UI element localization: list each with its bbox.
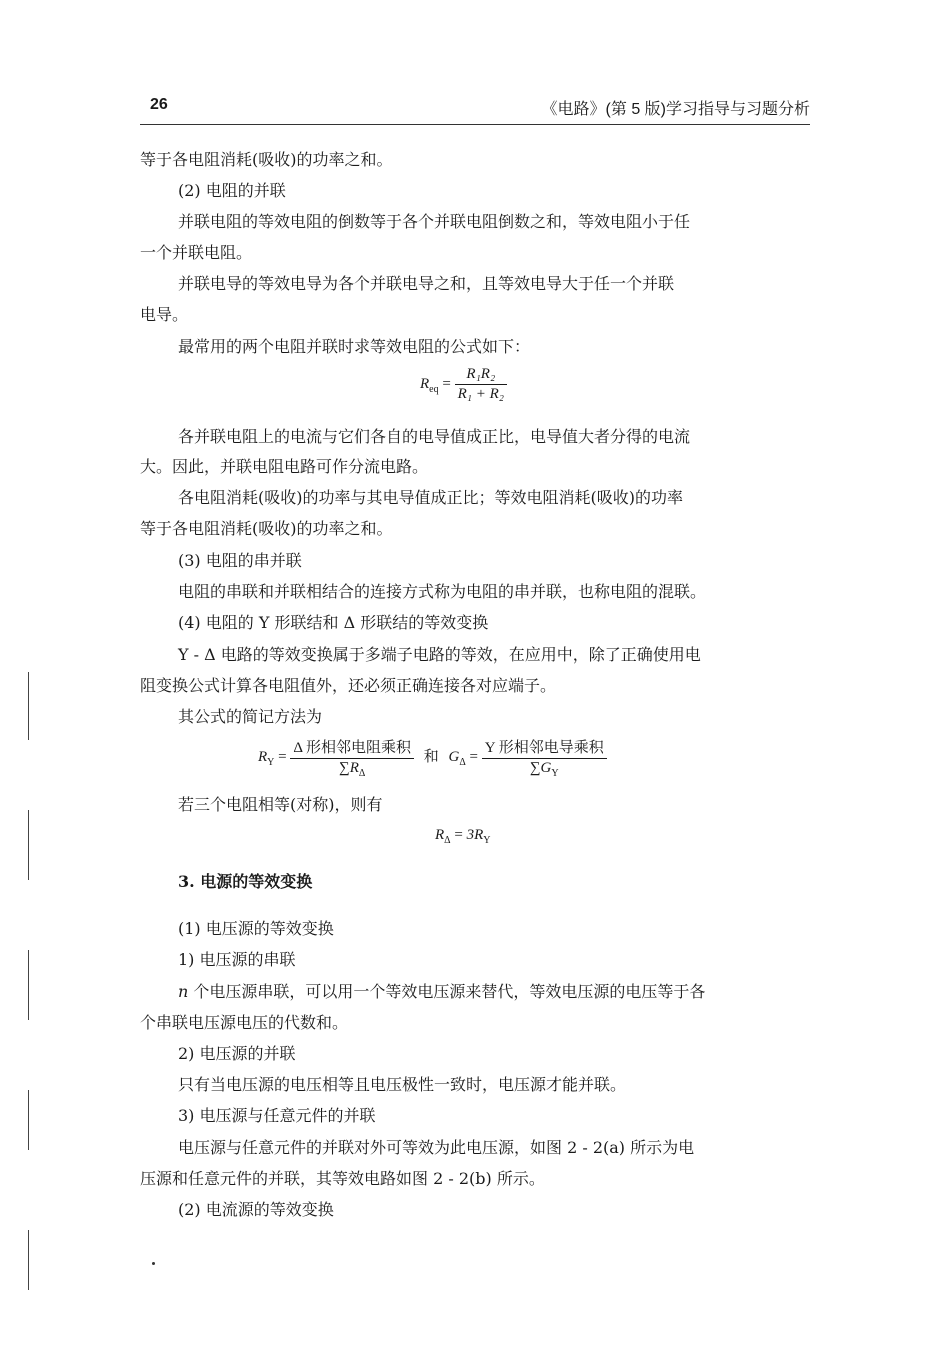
formula-y-delta: $R_Y$ = $\frac{\text{Δ 形相邻电阻乘积}}{\sum R_\Delta}$ 和 $G_\Delta$ = $\frac{\text{Y 形相邻电导乘积}}{\sum G_Y}$ [258,736,607,779]
subheading: (1) 电压源的等效变换 [178,919,334,938]
page-header [140,96,810,126]
formula-parallel-resistance: $R_{eq}$ = $\frac{\text{R₁R₂}}{\text{R₁ + R₂}}$ [420,366,507,403]
header-rule [140,124,810,125]
text-line: Y - Δ 电路的等效变换属于多端子电路的等效，在应用中，除了正确使用电 [178,645,701,664]
text-line: 阻变换公式计算各电阻值外，还必须正确连接各对应端子。 [140,676,557,695]
section-heading: 3. 电源的等效变换 [178,872,313,891]
subheading: 3) 电压源与任意元件的并联 [178,1106,376,1125]
scan-mark [28,950,29,1020]
running-title: 《电路》(第 5 版)学习指导与习题分析 [541,101,810,118]
text-line: 电阻的串联和并联相结合的连接方式称为电阻的串并联，也称电阻的混联。 [178,582,707,601]
scan-mark [28,1090,29,1150]
text-line: 大。因此，并联电阻电路可作分流电路。 [140,457,429,476]
text-line: 其公式的简记方法为 [178,707,323,726]
subheading: 2) 电压源的并联 [178,1044,296,1063]
text-line: 电导。 [140,305,189,324]
subheading: (4) 电阻的 Y 形联结和 Δ 形联结的等效变换 [178,613,489,632]
text-line: 等于各电阻消耗(吸收)的功率之和。 [140,519,393,538]
text-line: 只有当电压源的电压相等且电压极性一致时，电压源才能并联。 [178,1075,627,1094]
text-line: 电压源与任意元件的并联对外可等效为此电压源，如图 2 - 2(a) 所示为电 [178,1138,695,1157]
scan-mark [28,810,29,880]
scan-mark [28,1230,29,1290]
text-line: 个串联电压源电压的代数和。 [140,1013,349,1032]
text-line: 并联电导的等效电导为各个并联电导之和，且等效电导大于任一个并联 [178,274,675,293]
text-line: 一个并联电阻。 [140,243,253,262]
text-line: n 个电压源串联，可以用一个等效电压源来替代，等效电压源的电压等于各 [178,982,706,1001]
text-line: 若三个电阻相等(对称)，则有 [178,795,383,814]
scan-speck [152,1262,155,1265]
subheading: 1) 电压源的串联 [178,950,296,969]
text-line: 等于各电阻消耗(吸收)的功率之和。 [140,150,393,169]
subheading: (3) 电阻的串并联 [178,551,302,570]
scan-mark [28,672,29,740]
subheading: (2) 电阻的并联 [178,181,286,200]
text-line: 最常用的两个电阻并联时求等效电阻的公式如下： [178,337,531,356]
page-number: 26 [150,96,168,113]
text-line: 并联电阻的等效电阻的倒数等于各个并联电阻倒数之和，等效电阻小于任 [178,212,691,231]
formula-symmetric: $R_\Delta = 3R_Y$ [435,827,491,846]
text-line: 压源和任意元件的并联，其等效电路如图 2 - 2(b) 所示。 [140,1169,545,1188]
subheading: (2) 电流源的等效变换 [178,1200,334,1219]
text-line: 各并联电阻上的电流与它们各自的电导值成正比，电导值大者分得的电流 [178,427,691,446]
text-line: 各电阻消耗(吸收)的功率与其电导值成正比；等效电阻消耗(吸收)的功率 [178,488,683,507]
